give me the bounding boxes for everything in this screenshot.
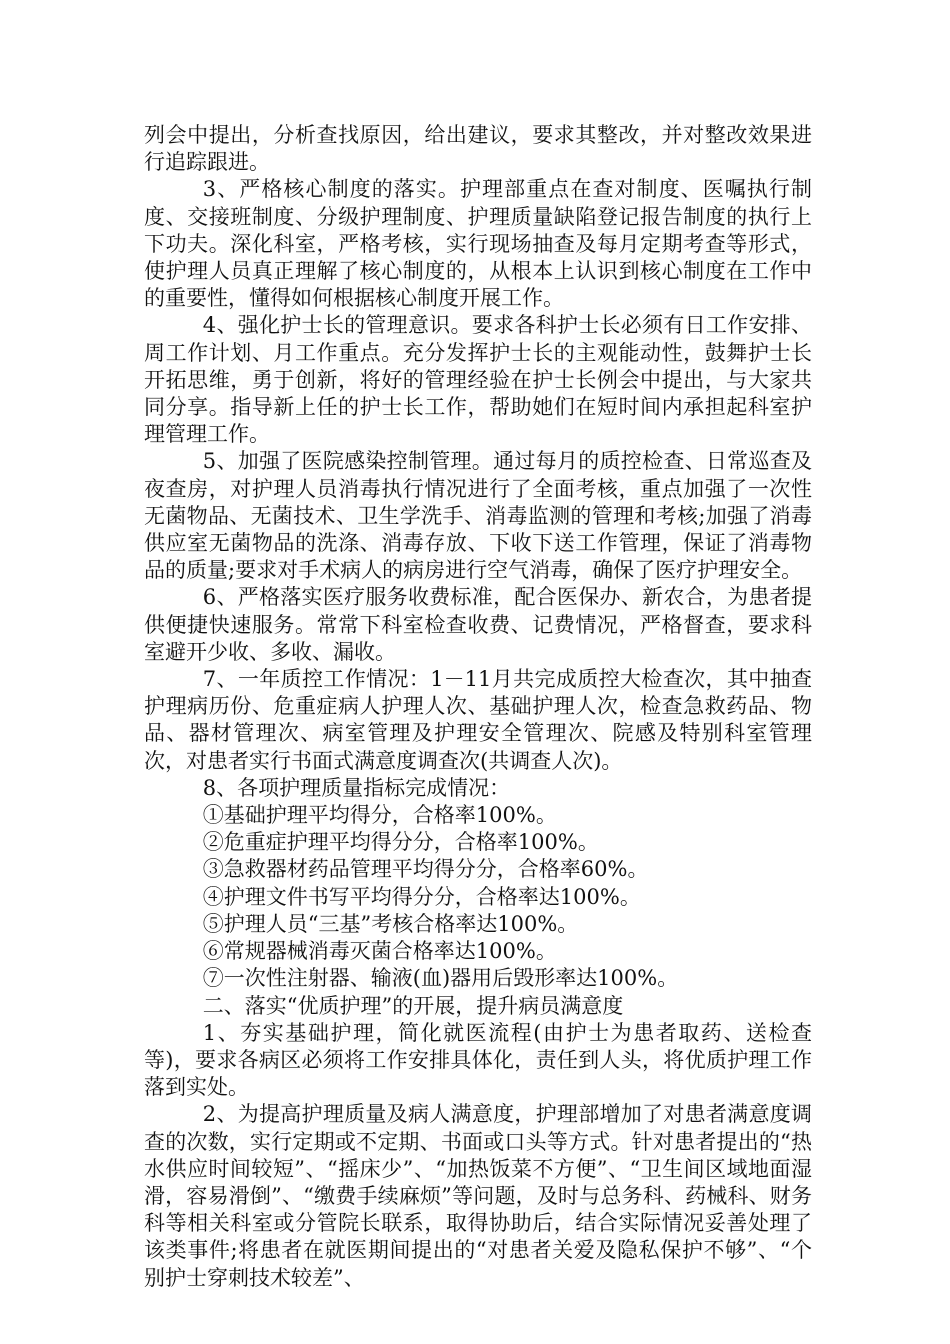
paragraph-satisfaction: 2、为提高护理质量及病人满意度，护理部增加了对患者满意度调查的次数，实行定期或不定期、书面或口头等方式。针对患者提出的“热水供应时间较短”、“摇床少”、“加热饭菜不方便”、“卫生间区域地面湿滑，容易滑倒”、“缴费手续麻烦”等问题，及时与总务科、药械科、财务科等相关科室或分管院长联系，取得协助后，结合实际情况妥善处理了该类事件;将患者在就医期间提出的“对患者关爱及隐私保护不够”、“个别护士穿刺技术较差”、 bbox=[144, 1102, 812, 1290]
paragraph-head-nurse: 4、强化护士长的管理意识。要求各科护士长必须有日工作安排、周工作计划、月工作重点。充分发挥护士长的主观能动性，鼓舞护士长开拓思维，勇于创新，将好的管理经验在护士长例会中提出，与大家共同分享。指导新上任的护士长工作，帮助她们在短时间内承担起科室护理管理工作。 bbox=[144, 313, 812, 447]
list-item: ⑤护理人员“三基”考核合格率达100%。 bbox=[202, 911, 579, 936]
list-item: ④护理文件书写平均得分分，合格率达100%。 bbox=[202, 884, 641, 909]
list-item: ③急救器材药品管理平均得分分，合格率60%。 bbox=[202, 857, 649, 882]
paragraph-infection-control: 5、加强了医院感染控制管理。通过每月的质控检查、日常巡查及夜查房，对护理人员消毒执行情况进行了全面考核，重点加强了一次性无菌物品、无菌技术、卫生学洗手、消毒监测的管理和考核;加强了消毒供应室无菌物品的洗涤、消毒存放、下收下送工作管理，保证了消毒物品的质量;要求对手术病人的病房进行空气消毒，确保了医疗护理安全。 bbox=[144, 449, 812, 583]
list-heading-indicators: 8、各项护理质量指标完成情况： bbox=[202, 775, 511, 800]
section-heading-quality-care: 二、落实“优质护理”的开展，提升病员满意度 bbox=[202, 993, 624, 1018]
paragraph-continuation: 列会中提出，分析查找原因，给出建议，要求其整改，并对整改效果进行追踪跟进。 bbox=[144, 123, 812, 175]
document-body bbox=[144, 122, 812, 1292]
list-item: ⑥常规器械消毒灭菌合格率达100%。 bbox=[202, 939, 557, 964]
paragraph-core-systems: 3、严格核心制度的落实。护理部重点在查对制度、医嘱执行制度、交接班制度、分级护理制度、护理质量缺陷登记报告制度的执行上下功夫。深化科室，严格考核，实行现场抽查及每月定期考查等形式，使护理人员真正理解了核心制度的，从根本上认识到核心制度在工作中的重要性，懂得如何根据核心制度开展工作。 bbox=[144, 177, 812, 311]
list-item: ①基础护理平均得分，合格率100%。 bbox=[202, 803, 557, 828]
paragraph-basic-care: 1、夯实基础护理，简化就医流程(由护士为患者取药、送检查等)，要求各病区必须将工作安排具体化，责任到人头，将优质护理工作落到实处。 bbox=[144, 1020, 812, 1100]
list-item: ②危重症护理平均得分分，合格率100%。 bbox=[202, 830, 599, 855]
paragraph-fees: 6、严格落实医疗服务收费标准，配合医保办、新农合，为患者提供便捷快速服务。常常下科室检查收费、记费情况，严格督查，要求科室避开少收、多收、漏收。 bbox=[144, 585, 812, 664]
paragraph-quality-control: 7、一年质控工作情况：1－11月共完成质控大检查次，其中抽查护理病历份、危重症病人护理人次、基础护理人次，检查急救药品、物品、器材管理次、病室管理及护理安全管理次、院感及特别科室管理次，对患者实行书面式满意度调查次(共调查人次)。 bbox=[144, 667, 812, 773]
list-item: ⑦一次性注射器、输液(血)器用后毁形率达100%。 bbox=[202, 966, 679, 991]
